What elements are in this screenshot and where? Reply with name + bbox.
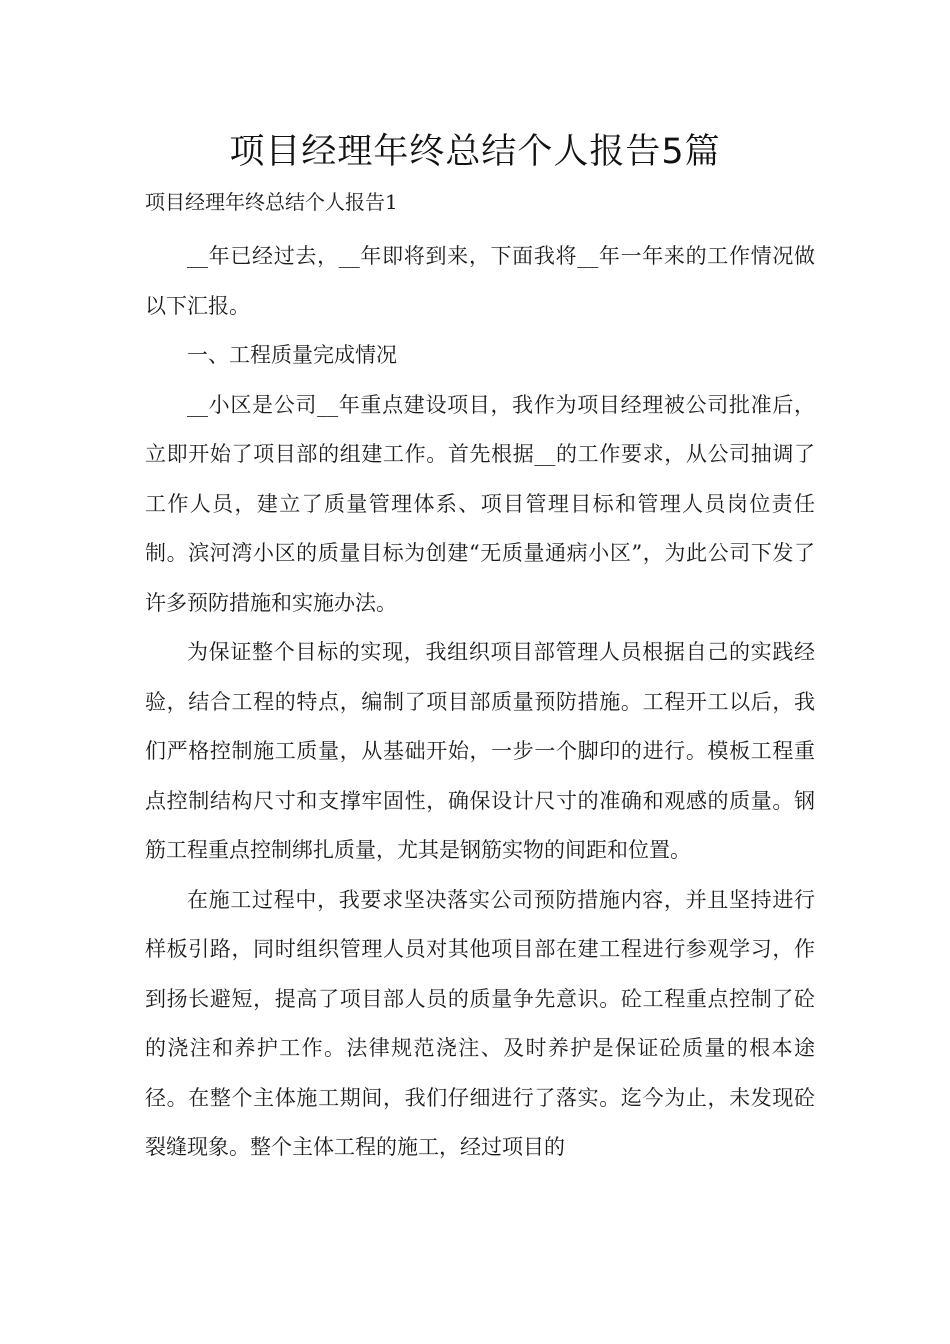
paragraph-project: __小区是公司__年重点建设项目，我作为项目经理被公司批准后，立即开始了项目部的组建工作。首先根据__的工作要求，从公司抽调了工作人员，建立了质量管理体系、项目管理目标和管理人员岗位责任制。滨河湾小区的质量目标为创建“无质量通病小区”，为此公司下发了许多预防措施和实施办法。 bbox=[145, 392, 815, 615]
document-body bbox=[145, 232, 815, 1173]
document-title: 项目经理年终总结个人报告5篇 bbox=[229, 132, 721, 172]
paragraph-intro: __年已经过去，__年即将到来，下面我将__年一年来的工作情况做以下汇报。 bbox=[145, 244, 815, 318]
document-subtitle: 项目经理年终总结个人报告1 bbox=[145, 190, 398, 214]
section-heading: 一、工程质量完成情况 bbox=[187, 343, 397, 367]
paragraph-quality-measures: 为保证整个目标的实现，我组织项目部管理人员根据自己的实践经验，结合工程的特点，编制了项目部质量预防措施。工程开工以后，我们严格控制施工质量，从基础开始，一步一个脚印的进行。模板工程重点控制结构尺寸和支撑牢固性，确保设计尺寸的准确和观感的质量。钢筋工程重点控制绑扎质量，尤其是钢筋实物的间距和位置。 bbox=[145, 640, 815, 862]
paragraph-construction: 在施工过程中，我要求坚决落实公司预防措施内容，并且坚持进行样板引路，同时组织管理人员对其他项目部在建工程进行参观学习，作到扬长避短，提高了项目部人员的质量争先意识。砼工程重点控制了砼的浇注和养护工作。法律规范浇注、及时养护是保证砼质量的根本途径。在整个主体施工期间，我们仔细进行了落实。迄今为止，未发现砼裂缝现象。整个主体工程的施工，经过项目的 bbox=[145, 887, 815, 1159]
